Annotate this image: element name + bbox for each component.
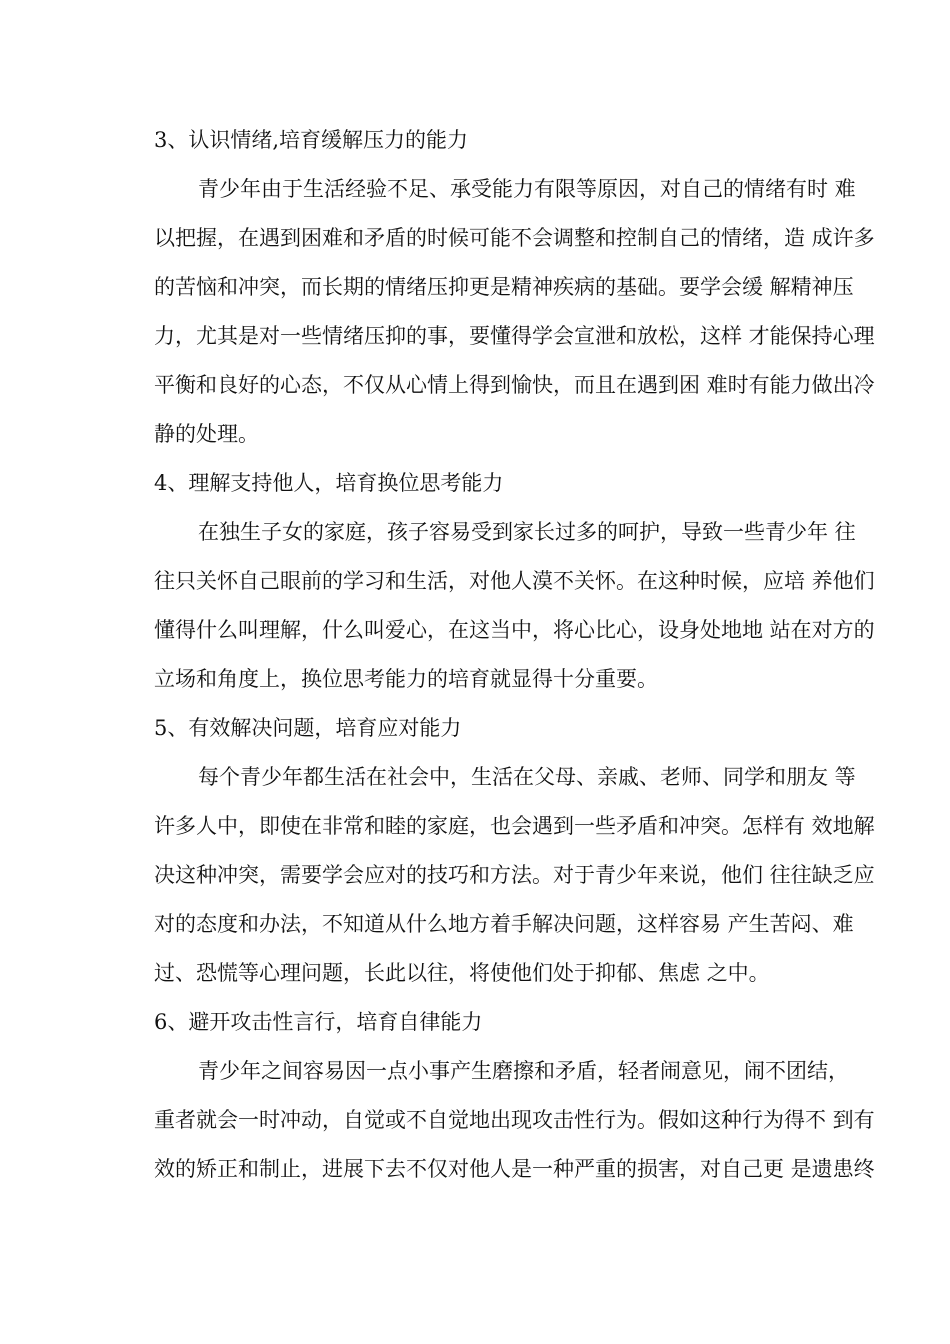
paragraph-line: 以把握，在遇到困难和矛盾的时候可能不会调整和控制自己的情绪，造 成许多 [154, 226, 875, 250]
paragraph-line: 平衡和良好的心态，不仅从心情上得到愉快，而且在遇到困 难时有能力做出冷 [154, 373, 875, 397]
section-heading-4: 4、理解支持他人，培育换位思考能力 [154, 471, 504, 495]
paragraph-line: 对的态度和办法，不知道从什么地方着手解决问题，这样容易 产生苦闷、难 [154, 912, 854, 936]
paragraph-line: 效的矫正和制止，进展下去不仅对他人是一种严重的损害，对自己更 是遗患终 [154, 1157, 875, 1181]
section-heading-3: 3、认识情绪,培育缓解压力的能力 [154, 128, 469, 152]
paragraph-line: 在独生子女的家庭，孩子容易受到家长过多的呵护，导致一些青少年 往 [198, 520, 856, 544]
paragraph-line: 往只关怀自己眼前的学习和生活，对他人漠不关怀。在这种时候，应培 养他们 [154, 569, 875, 593]
section-heading-6: 6、避开攻击性言行，培育自律能力 [154, 1010, 483, 1034]
paragraph-line: 重者就会一时冲动，自觉或不自觉地出现攻击性行为。假如这种行为得不 到有 [154, 1108, 875, 1132]
paragraph-line: 许多人中，即使在非常和睦的家庭，也会遇到一些矛盾和冲突。怎样有 效地解 [154, 814, 875, 838]
section-paragraph-6 [110, 1047, 875, 1194]
paragraph-line: 过、恐慌等心理问题，长此以往，将使他们处于抑郁、焦虑 之中。 [154, 961, 770, 985]
paragraph-line: 静的处理。 [154, 422, 259, 446]
paragraph-line: 每个青少年都生活在社会中，生活在父母、亲戚、老师、同学和朋友 等 [198, 765, 856, 789]
paragraph-line: 力，尤其是对一些情绪压抑的事，要懂得学会宣泄和放松，这样 才能保持心理 [154, 324, 875, 348]
section-paragraph-3 [110, 165, 875, 459]
paragraph-line: 懂得什么叫理解，什么叫爱心，在这当中，将心比心，设身处地地 站在对方的 [154, 618, 875, 642]
paragraph-line: 青少年之间容易因一点小事产生磨擦和矛盾，轻者闹意见，闹不团结， [198, 1059, 849, 1083]
section-paragraph-4 [110, 508, 875, 704]
section-paragraph-5 [110, 753, 875, 998]
paragraph-line: 青少年由于生活经验不足、承受能力有限等原因，对自己的情绪有时 难 [198, 177, 856, 201]
paragraph-line: 立场和角度上，换位思考能力的培育就显得十分重要。 [154, 667, 658, 691]
paragraph-line: 决这种冲突，需要学会应对的技巧和方法。对于青少年来说，他们 往往缺乏应 [154, 863, 875, 887]
document-body [110, 116, 875, 1194]
paragraph-line: 的苦恼和冲突，而长期的情绪压抑更是精神疾病的基础。要学会缓 解精神压 [154, 275, 854, 299]
section-heading-5: 5、有效解决问题，培育应对能力 [154, 716, 462, 740]
